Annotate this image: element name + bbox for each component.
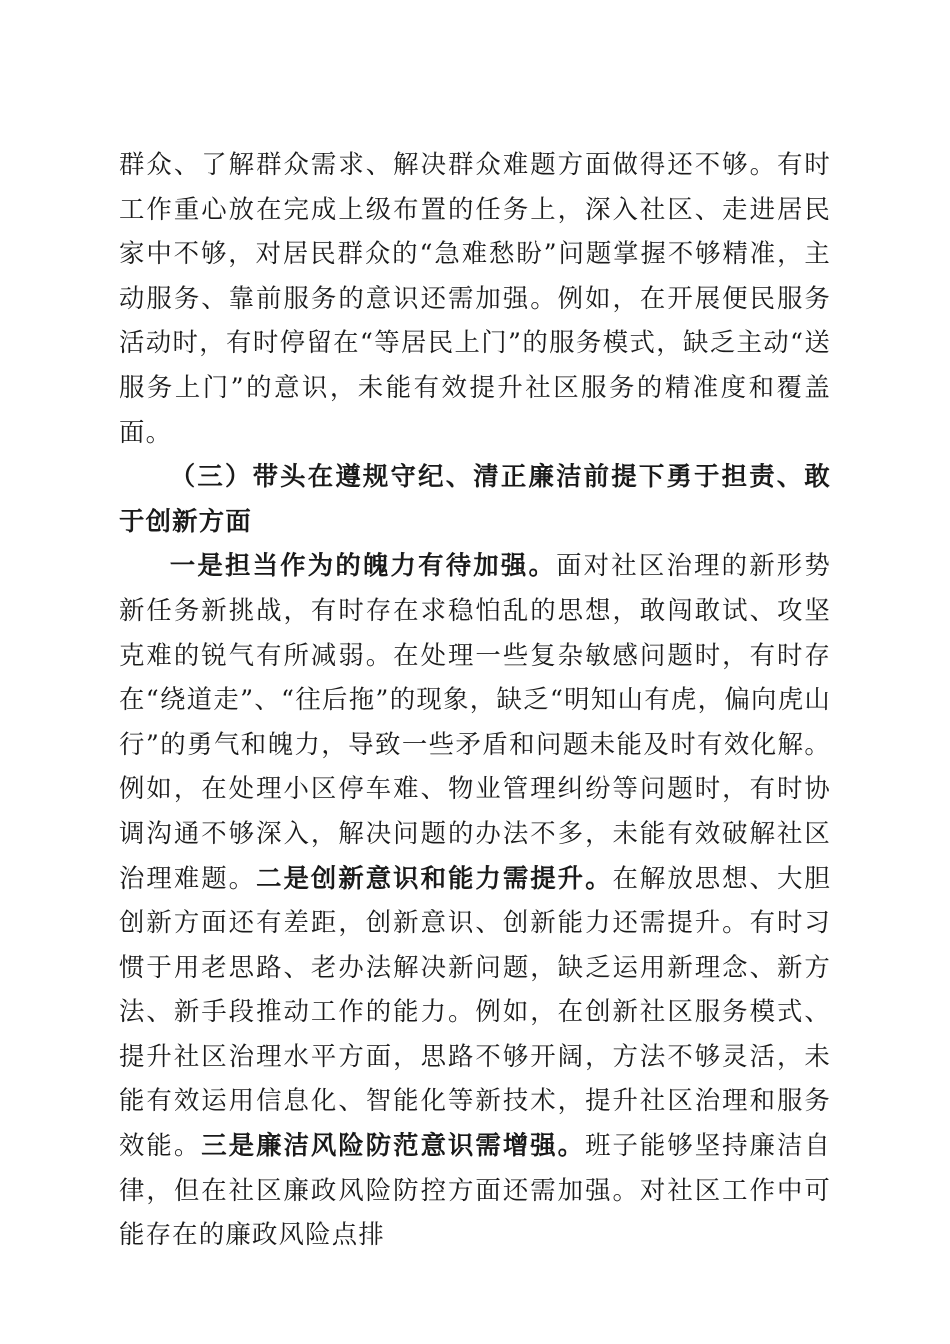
point-1-title: 一是担当作为的魄力有待加强。 xyxy=(169,550,557,581)
point-2-text: 在解放思想、大胆创新方面还有差距，创新意识、创新能力还需提升。有时习惯于用老思路、老办法解决新问题，缺乏运用新理念、新方法、新手段推动工作的能力。例如，在创新社区服务模式、提升社区治理水平方面，思路不够开阔，方法不够灵活，未能有效运用信息化、智能化等新技术，提升社区治理和服务效能。 xyxy=(119,862,831,1161)
point-2-title: 二是创新意识和能力需提升。 xyxy=(256,862,613,893)
document-body xyxy=(119,142,831,1257)
paragraph-responsibility-innovation xyxy=(119,543,831,1257)
point-3-text: 班子能够坚持廉洁自律，但在社区廉政风险防控方面还需加强。对社区工作中可能存在的廉政风险点排 xyxy=(119,1130,831,1250)
point-1-text: 面对社区治理的新形势新任务新挑战，有时存在求稳怕乱的思想，敢闯敢试、攻坚克难的锐气有所减弱。在处理一些复杂敏感问题时，有时存在“绕道走”、“往后拖”的现象，缺乏“明知山有虎，偏向虎山行”的勇气和魄力，导致一些矛盾和问题未能及时有效化解。例如，在处理小区停车难、物业管理纠纷等问题时，有时协调沟通不够深入，解决问题的办法不多，未能有效破解社区治理难题。 xyxy=(119,550,831,893)
point-3-title: 三是廉洁风险防范意识需增强。 xyxy=(201,1130,586,1161)
section-heading-3: （三）带头在遵规守纪、清正廉洁前提下勇于担责、敢于创新方面 xyxy=(119,461,831,536)
paragraph-service-awareness: 群众、了解群众需求、解决群众难题方面做得还不够。有时工作重心放在完成上级布置的任务上，深入社区、走进居民家中不够，对居民群众的“急难愁盼”问题掌握不够精准，主动服务、靠前服务的意识还需加强。例如，在开展便民服务活动时，有时停留在“等居民上门”的服务模式，缺乏主动“送服务上门”的意识，未能有效提升社区服务的精准度和覆盖面。 xyxy=(119,149,831,447)
